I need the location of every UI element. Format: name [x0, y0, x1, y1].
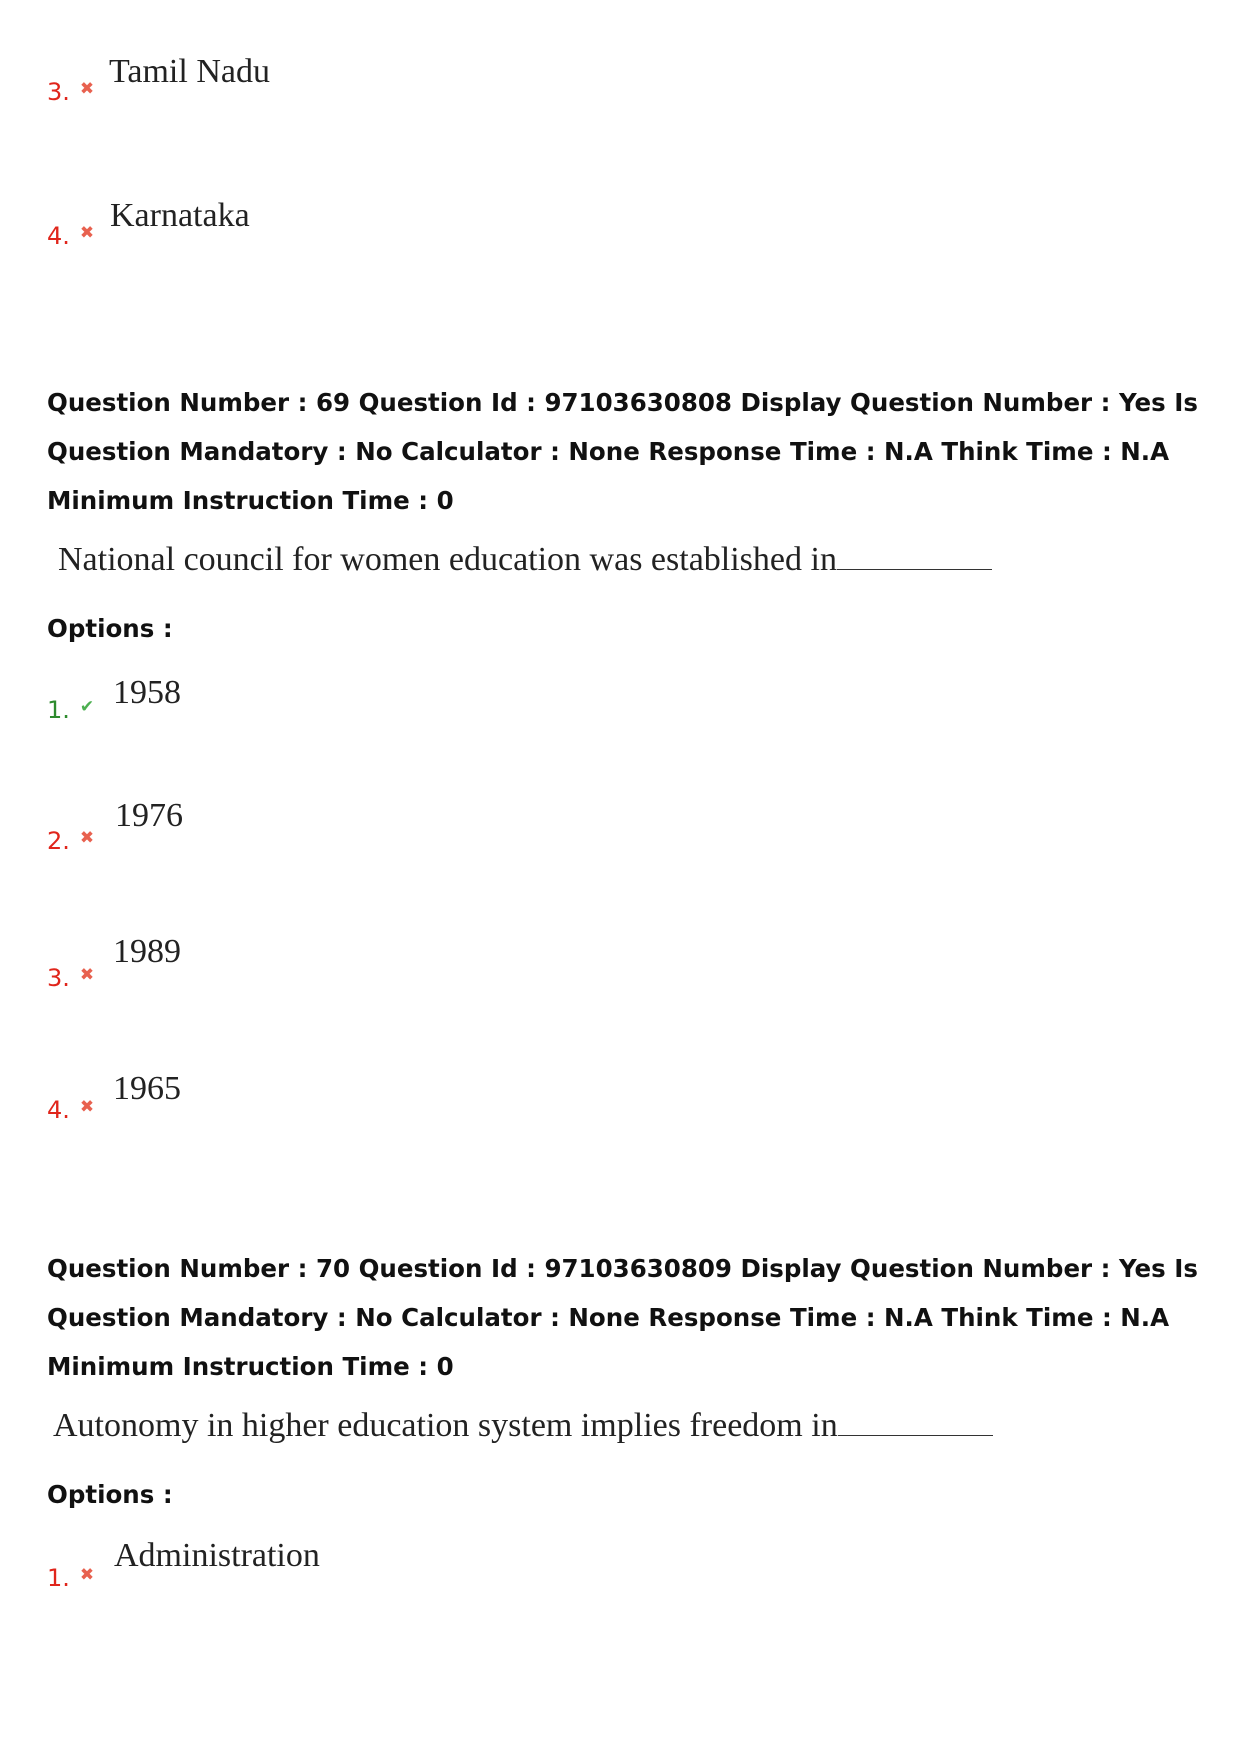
option-number: 3. — [47, 78, 70, 106]
cross-icon: ✖ — [79, 828, 95, 848]
question-text — [53, 1405, 993, 1443]
option-number: 1. — [47, 696, 70, 724]
cross-icon: ✖ — [79, 1565, 95, 1585]
question-meta: Question Number : 69 Question Id : 97103630808 Display Question Number : Yes Is Question Mandatory : No Calculator : None Response Time : N.A Think Time : N.A Minimum Instruction Time : 0 — [47, 388, 1198, 515]
option-number: 2. — [47, 827, 70, 855]
options-label: Options : — [47, 1480, 173, 1509]
option-text: 1965 — [113, 1070, 181, 1107]
answer-blank — [837, 539, 992, 570]
option-text: Administration — [114, 1537, 320, 1574]
cross-icon: ✖ — [79, 223, 95, 243]
question-text — [58, 539, 992, 577]
option-number: 4. — [47, 222, 70, 250]
option-text: 1976 — [115, 797, 183, 834]
question-text-content: National council for women education was established in — [58, 541, 837, 578]
option-text: 1989 — [113, 933, 181, 970]
option-text: Karnataka — [110, 197, 250, 234]
check-icon: ✔ — [79, 697, 95, 717]
option-number: 3. — [47, 964, 70, 992]
option-number: 4. — [47, 1096, 70, 1124]
question-meta: Question Number : 70 Question Id : 97103630809 Display Question Number : Yes Is Question Mandatory : No Calculator : None Response Time : N.A Think Time : N.A Minimum Instruction Time : 0 — [47, 1254, 1198, 1381]
options-label: Options : — [47, 614, 173, 643]
cross-icon: ✖ — [79, 965, 95, 985]
answer-blank — [838, 1405, 993, 1436]
cross-icon: ✖ — [79, 1097, 95, 1117]
option-text: 1958 — [113, 674, 181, 711]
option-text: Tamil Nadu — [109, 53, 270, 90]
cross-icon: ✖ — [79, 79, 95, 99]
option-number: 1. — [47, 1564, 70, 1592]
question-text-content: Autonomy in higher education system implies freedom in — [53, 1407, 838, 1444]
